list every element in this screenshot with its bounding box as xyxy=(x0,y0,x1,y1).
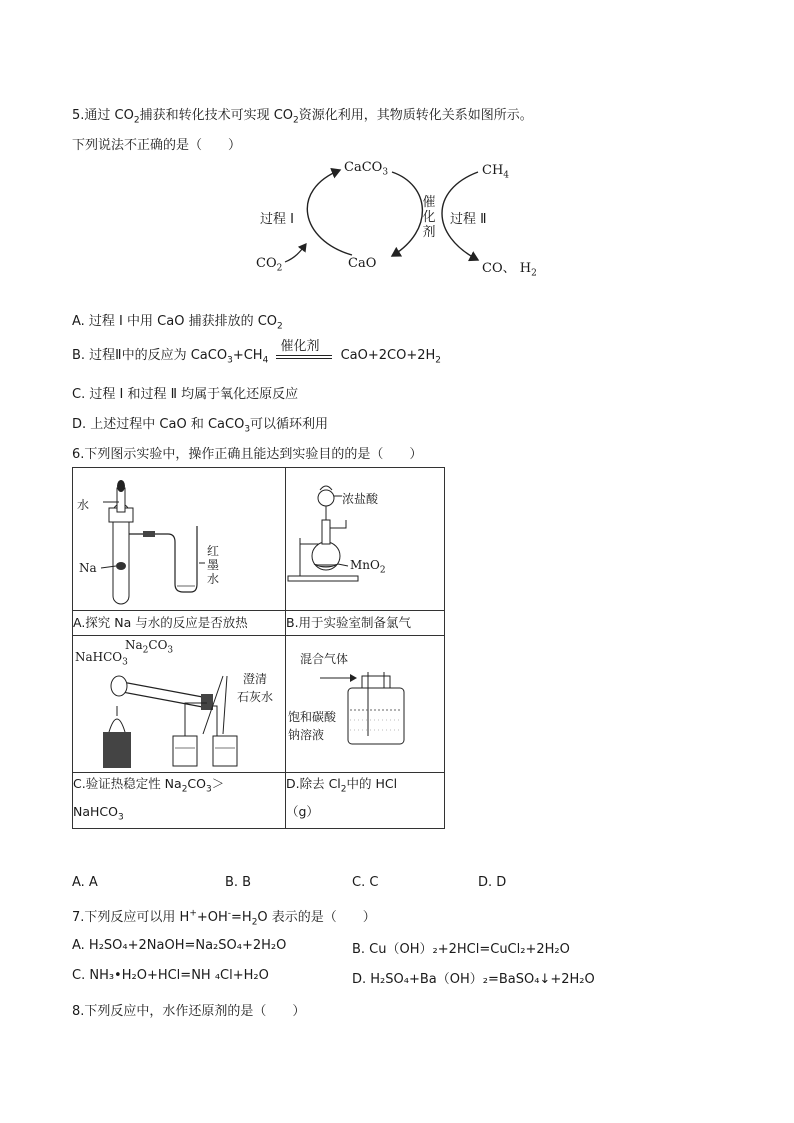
catalyst-condition: 催化剂 xyxy=(276,349,332,363)
process1-label: 过程 Ⅰ xyxy=(260,212,294,227)
ch4-label: $CH_4$ xyxy=(482,163,510,181)
ink-label: 红 墨 水 xyxy=(206,544,219,586)
q6-answer-a: A. A xyxy=(72,875,98,890)
acid-label: 浓盐酸 xyxy=(342,492,379,506)
q6-stem: 6.下列图示实验中，操作正确且能达到实验目的的是（ ） xyxy=(72,447,423,462)
solution-label-1: 饱和碳酸 xyxy=(288,710,337,724)
solution-label-2: 钠溶液 xyxy=(288,728,325,742)
q5-option-a: A. 过程 Ⅰ 中用 CaO 捕获排放的 $CO_2$ xyxy=(72,314,283,332)
q7-option-d: D. H₂SO₄+Ba（OH）₂=BaSO₄↓+2H₂O xyxy=(352,972,595,987)
mno2-label: MnO$_2$ xyxy=(350,558,386,576)
q5-option-c: C. 过程 Ⅰ 和过程 Ⅱ 均属于氧化还原反应 xyxy=(72,387,299,402)
q6-answer-b: B. B xyxy=(225,875,252,890)
cycle-arrows xyxy=(0,0,794,290)
q5-stem: 5.通过 $CO_2$捕获和转化技术可实现 $CO_2$资源化利用，其物质转化关系如图所示。 xyxy=(72,108,533,126)
q5-option-b: B. 过程Ⅱ中的反应为 $CaCO_3+CH_4$ 催化剂 $CaO+2CO+2H_2$ xyxy=(72,338,442,366)
cell-b-figure xyxy=(286,468,445,611)
co2-label: $CO_2$ xyxy=(256,256,283,274)
q5-option-d: D. 上述过程中 CaO 和 CaCO$_3$可以循环利用 xyxy=(72,417,329,435)
cell-a-figure xyxy=(73,468,286,611)
caco3-label: CaCO$_3$ xyxy=(344,160,389,178)
q7-option-b: B. Cu（OH）₂+2HCl=CuCl₂+2H₂O xyxy=(352,942,570,957)
cell-c-caption: C.验证热稳定性 $Na_2CO_3>$ NaHCO$_3$ xyxy=(73,773,286,829)
limewater-label-1: 澄清 xyxy=(243,672,268,686)
cell-c-figure xyxy=(73,636,286,773)
q5-stem2: 下列说法不正确的是（ ） xyxy=(72,138,242,153)
q7-option-c: C. NH₃•H₂O+HCl=NH ₄Cl+H₂O xyxy=(72,968,269,983)
cell-d-caption: D.除去 $Cl_2$中的 HCl （g） xyxy=(286,773,445,829)
q8-stem: 8.下列反应中，水作还原剂的是（ ） xyxy=(72,1004,306,1019)
nahco3-label: NaHCO$_3$ xyxy=(75,650,128,668)
q7-stem: 7.下列反应可以用 $H^++OH^-=H_2O$ 表示的是（ ） xyxy=(72,908,376,928)
process2-label: 过程 Ⅱ xyxy=(450,212,487,227)
limewater-label-2: 石灰水 xyxy=(237,690,274,704)
na2co3-label: $Na_2CO_3$ xyxy=(125,638,174,656)
products-label: CO、 $H_2$ xyxy=(482,261,537,279)
cell-d-figure xyxy=(286,636,445,773)
cell-b-caption: B.用于实验室制备氯气 xyxy=(286,611,445,636)
q7-option-a: A. H₂SO₄+2NaOH=Na₂SO₄+2H₂O xyxy=(72,938,287,953)
apparatus-a xyxy=(73,468,285,610)
cell-a-caption: A.探究 Na 与水的反应是否放热 xyxy=(73,611,286,636)
na-label: Na xyxy=(79,561,97,575)
experiment-table xyxy=(72,467,445,829)
gas-label: 混合气体 xyxy=(300,652,349,666)
q6-answer-c: C. C xyxy=(352,875,379,890)
water-label: 水 xyxy=(77,498,90,512)
catalyst-vertical: 催 化 剂 xyxy=(422,195,436,240)
cao-label: CaO xyxy=(348,256,377,271)
q6-answer-d: D. D xyxy=(478,875,507,890)
